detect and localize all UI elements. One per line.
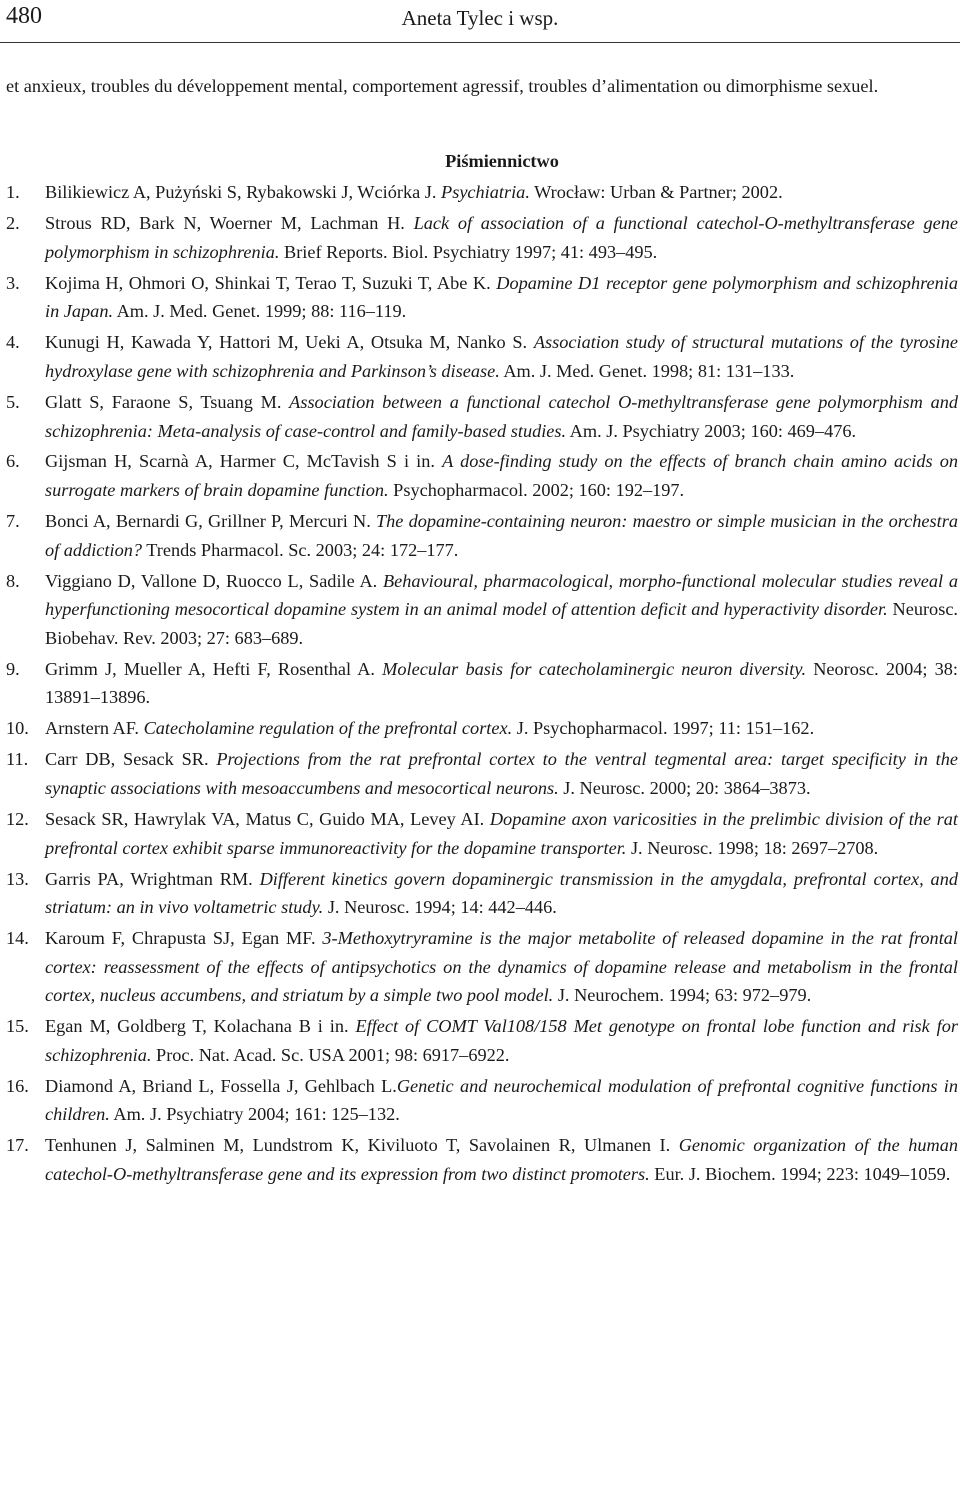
reference-authors: Grimm J, Mueller A, Hefti F, Rosenthal A. <box>45 658 383 679</box>
reference-title: Different kinetics govern dopaminergic transmission in the amygdala, prefrontal cortex, and striatum: an in vivo voltametric study. <box>45 868 958 918</box>
reference-authors: Tenhunen J, Salminen M, Lundstrom K, Kiviluoto T, Savolainen R, Ulmanen I. <box>45 1135 679 1156</box>
reference-authors: Kojima H, Ohmori O, Shinkai T, Terao T, Suzuki T, Abe K. <box>45 272 497 293</box>
references-heading: Piśmiennictwo <box>445 150 559 171</box>
reference-number: 10. <box>6 718 29 739</box>
reference-title: Genomic organization of the human catechol-O-methyltransferase gene and its expression from two distinct promoters. <box>45 1135 958 1185</box>
reference-number: 11. <box>6 749 29 770</box>
reference-source: Eur. J. Biochem. 1994; 223: 1049–1059. <box>649 1164 951 1185</box>
reference-number: 16. <box>6 1075 29 1096</box>
reference-authors: Gijsman H, Scarnà A, Harmer C, McTavish S i in. <box>45 451 443 472</box>
reference-number: 15. <box>6 1016 29 1037</box>
reference-source: Brief Reports. Biol. Psychiatry 1997; 41: 493–495. <box>279 241 658 262</box>
page-number: 480 <box>6 3 42 29</box>
reference-item <box>6 1131 958 1188</box>
reference-item <box>6 269 958 326</box>
continuation-paragraph: et anxieux, troubles du développement mental, comportement agressif, troubles d’alimentation ou dimorphisme sexuel. <box>6 76 879 96</box>
reference-number: 9. <box>6 658 20 679</box>
reference-number: 14. <box>6 928 29 949</box>
reference-authors: Bilikiewicz A, Pużyński S, Rybakowski J, Wciórka J. <box>45 182 442 203</box>
reference-source: Psychopharmacol. 2002; 160: 192–197. <box>388 480 685 501</box>
reference-authors: Garris PA, Wrightman RM. <box>45 868 260 889</box>
reference-number: 7. <box>6 511 20 532</box>
reference-title: Projections from the rat prefrontal cortex to the ventral tegmental area: target specificity in the synaptic associations with mesoaccumbens and mesocortical neurons. <box>45 749 958 798</box>
reference-source: Am. J. Psychiatry 2003; 160: 469–476. <box>566 420 857 441</box>
reference-source: J. Neurosc. 2000; 20: 3864–3873. <box>558 777 811 798</box>
reference-number: 2. <box>6 213 20 234</box>
reference-item <box>6 1072 958 1129</box>
reference-authors: Bonci A, Bernardi G, Grillner P, Mercuri N. <box>45 511 376 532</box>
reference-source: Am. J. Med. Genet. 1999; 88: 116–119. <box>113 301 407 322</box>
reference-title: Psychiatria. <box>441 182 530 203</box>
reference-title: Effect of COMT Val108/158 Met genotype on frontal lobe function and risk for schizophrenia. <box>45 1016 958 1065</box>
reference-authors: Kunugi H, Kawada Y, Hattori M, Ueki A, Otsuka M, Nanko S. <box>45 332 534 353</box>
reference-item <box>6 1012 958 1069</box>
reference-list <box>6 178 958 1188</box>
reference-item <box>6 714 958 743</box>
reference-number: 4. <box>6 332 20 353</box>
reference-source: Neurosc. Biobehav. Rev. 2003; 27: 683–689. <box>45 599 958 648</box>
reference-authors: Egan M, Goldberg T, Kolachana B i in. <box>45 1016 356 1037</box>
reference-authors: Arnstern AF. <box>45 718 144 739</box>
page-header <box>0 0 960 44</box>
reference-item <box>6 388 958 445</box>
reference-item <box>6 745 958 802</box>
reference-authors: Sesack SR, Hawrylak VA, Matus C, Guido MA, Levey AI. <box>45 808 490 829</box>
reference-source: Am. J. Med. Genet. 1998; 81: 131–133. <box>499 360 795 381</box>
reference-source: J. Neurochem. 1994; 63: 972–979. <box>553 985 812 1006</box>
reference-source: Proc. Nat. Acad. Sc. USA 2001; 98: 6917–6922. <box>151 1044 510 1065</box>
reference-item <box>6 805 958 862</box>
reference-item <box>6 924 958 1010</box>
header-rule <box>0 42 960 43</box>
reference-source: Wrocław: Urban & Partner; 2002. <box>529 182 783 203</box>
reference-item <box>6 178 958 207</box>
reference-number: 3. <box>6 272 20 293</box>
reference-title: Genetic and neurochemical modulation of prefrontal cognitive functions in children. <box>45 1075 958 1125</box>
reference-title: Catecholamine regulation of the prefrontal cortex. <box>143 718 513 739</box>
page-body <box>6 72 958 1191</box>
reference-number: 17. <box>6 1135 29 1156</box>
reference-title: The dopamine-containing neuron: maestro or simple musician in the orchestra of addiction? <box>45 511 958 560</box>
reference-item <box>6 447 958 504</box>
reference-title: Dopamine axon varicosities in the prelimbic division of the rat prefrontal cortex exhibit sparse immunoreactivity for the dopamine transporter. <box>45 808 959 858</box>
reference-item <box>6 655 958 712</box>
reference-authors: Carr DB, Sesack SR. <box>45 749 217 770</box>
reference-title: Lack of association of a functional catechol-O-methyltransferase gene polymorphism in schizophrenia. <box>45 213 958 262</box>
reference-authors: Viggiano D, Vallone D, Ruocco L, Sadile A. <box>45 570 383 591</box>
running-head: Aneta Tylec i wsp. <box>401 6 559 30</box>
reference-item <box>6 865 958 922</box>
reference-source: J. Neurosc. 1994; 14: 442–446. <box>323 897 557 918</box>
reference-item <box>6 567 958 653</box>
reference-authors: Karoum F, Chrapusta SJ, Egan MF. <box>45 928 323 949</box>
reference-item <box>6 328 958 385</box>
reference-number: 13. <box>6 868 29 889</box>
reference-source: Neorosc. 2004; 38: 13891–13896. <box>45 658 959 708</box>
reference-number: 5. <box>6 391 20 412</box>
reference-source: Trends Pharmacol. Sc. 2003; 24: 172–177. <box>142 539 459 560</box>
reference-title: Association study of structural mutations of the tyrosine hydroxylase gene with schizophrenia and Parkinson’s disease. <box>45 332 958 381</box>
reference-number: 8. <box>6 570 20 591</box>
reference-authors: Strous RD, Bark N, Woerner M, Lachman H. <box>45 213 414 234</box>
reference-title: Dopamine D1 receptor gene polymorphism and schizophrenia in Japan. <box>45 272 958 322</box>
reference-source: J. Neurosc. 1998; 18: 2697–2708. <box>626 837 879 858</box>
reference-source: J. Psychopharmacol. 1997; 11: 151–162. <box>512 718 815 739</box>
reference-item <box>6 209 958 266</box>
reference-authors: Diamond A, Briand L, Fossella J, Gehlbach L. <box>45 1075 397 1096</box>
reference-title: Behavioural, pharmacological, morpho-functional molecular studies reveal a hyperfunctioning mesocortical dopamine system in an animal model of attention deficit and hyperactivity disorder. <box>45 570 958 620</box>
reference-source: Am. J. Psychiatry 2004; 161: 125–132. <box>109 1104 400 1125</box>
reference-number: 12. <box>6 808 29 829</box>
reference-title: Molecular basis for catecholaminergic neuron diversity. <box>382 658 807 679</box>
reference-item <box>6 507 958 564</box>
reference-title: 3-Methoxytryramine is the major metabolite of released dopamine in the rat frontal cortex: reassessment of the effects of antipsychotics on the dynamics of dopamine release and metabolism in the frontal cortex, nucleus accumbens, and striatum by a simple two pool model. <box>45 928 958 1006</box>
reference-title: A dose-finding study on the effects of branch chain amino acids on surrogate markers of brain dopamine function. <box>45 451 958 501</box>
reference-number: 1. <box>6 182 20 203</box>
reference-authors: Glatt S, Faraone S, Tsuang M. <box>45 391 290 412</box>
reference-number: 6. <box>6 451 20 472</box>
reference-title: Association between a functional catechol O-methyltransferase gene polymorphism and schizophrenia: Meta-analysis of case-control and family-based studies. <box>45 391 958 441</box>
